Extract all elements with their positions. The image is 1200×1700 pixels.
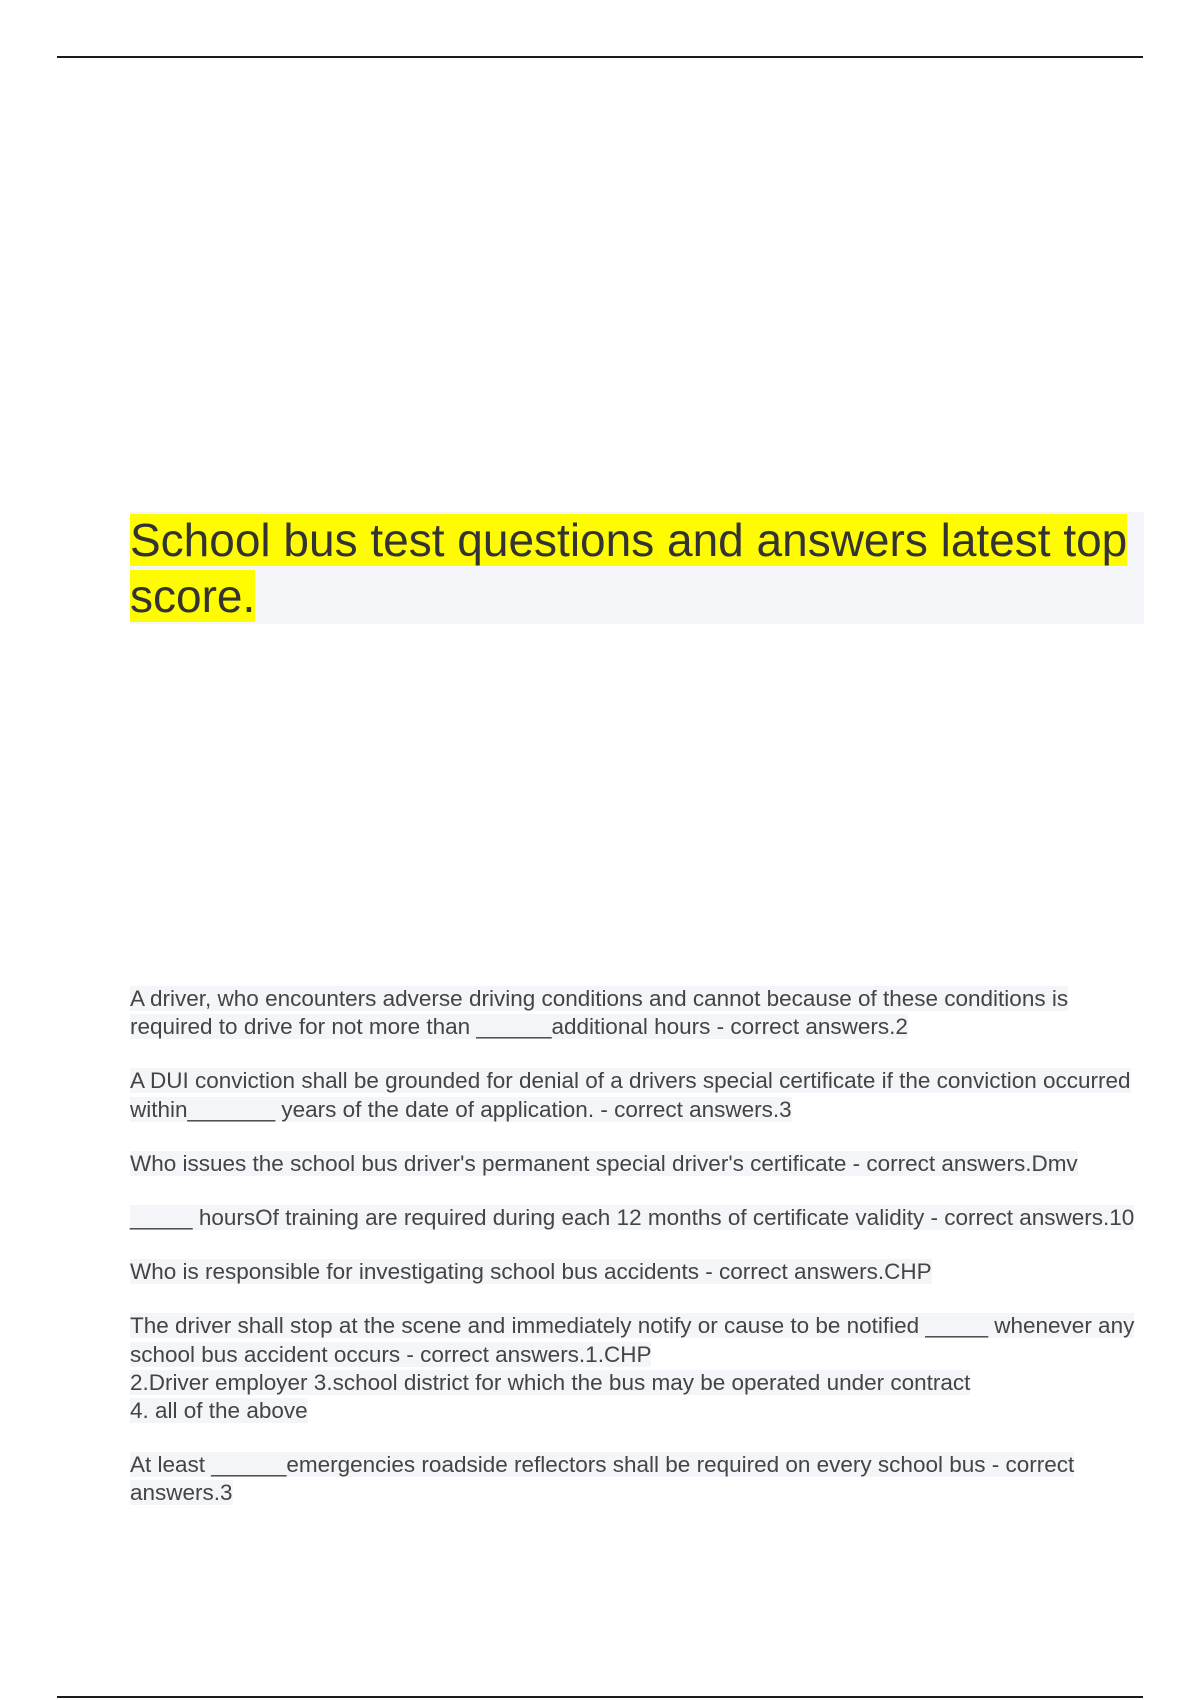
document-title-text: School bus test questions and answers latest top score. bbox=[130, 514, 1128, 622]
qa-list bbox=[130, 985, 1150, 1534]
bottom-rule bbox=[57, 1696, 1143, 1698]
qa-item-4: _____ hoursOf training are required during each 12 months of certificate validity - correct answers.10 bbox=[130, 1205, 1135, 1231]
title-block bbox=[130, 512, 1144, 624]
qa-item-2: A DUI conviction shall be grounded for denial of a drivers special certificate if the conviction occurred within_______ years of the date of application. - correct answers.3 bbox=[130, 1068, 1131, 1122]
document-title bbox=[130, 512, 1144, 624]
qa-item-1: A driver, who encounters adverse driving conditions and cannot because of these conditions is required to drive for not more than ______additional hours - correct answers.2 bbox=[130, 986, 1069, 1040]
qa-item-6: The driver shall stop at the scene and immediately notify or cause to be notified _____ whenever any school bus accident occurs - correct answers.1.CHP 2.Driver employer 3.school district for which the bus may be operated under contract 4. all of the above bbox=[130, 1313, 1135, 1424]
qa-item-3: Who issues the school bus driver's permanent special driver's certificate - correct answers.Dmv bbox=[130, 1150, 1078, 1176]
top-rule bbox=[57, 56, 1143, 58]
qa-item-7: At least ______emergencies roadside reflectors shall be required on every school bus - correct answers.3 bbox=[130, 1452, 1075, 1506]
qa-item-5: Who is responsible for investigating school bus accidents - correct answers.CHP bbox=[130, 1259, 932, 1285]
